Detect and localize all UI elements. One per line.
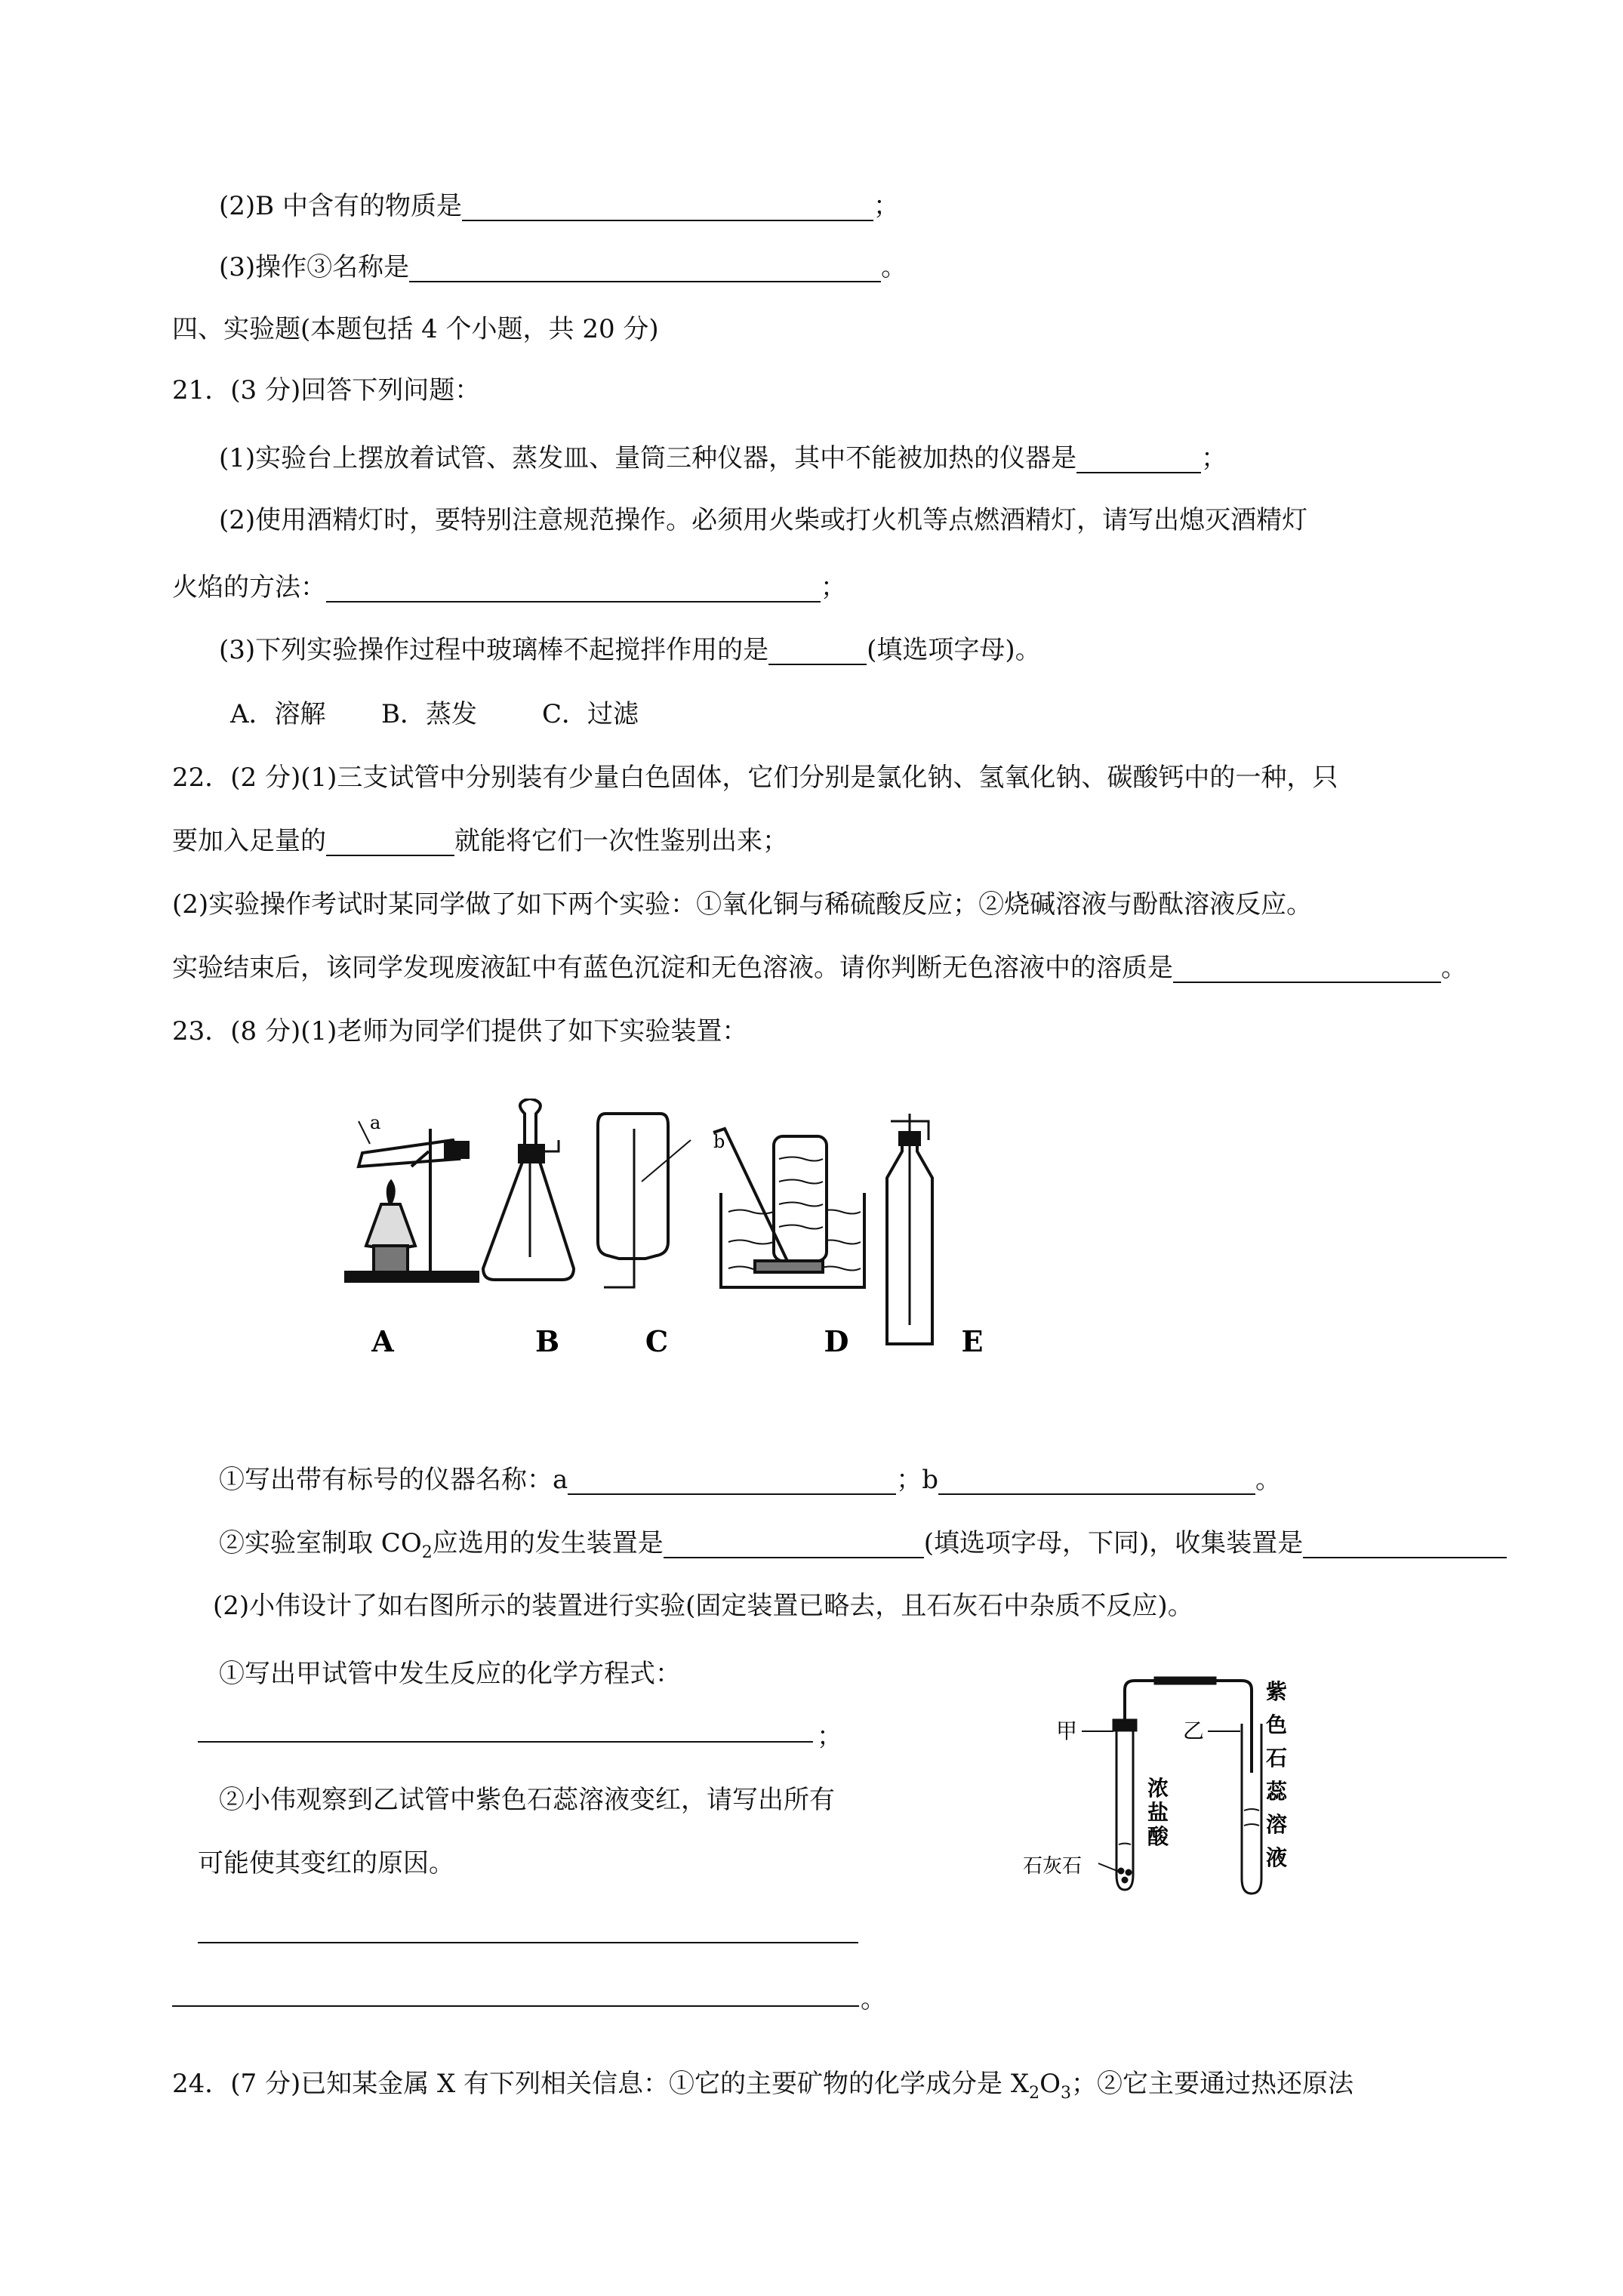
q22-line4: 实验结束后，该同学发现废液缸中有蓝色沉淀和无色溶液。请你判断无色溶液中的溶质是 。 xyxy=(172,953,1467,983)
q21-option-b: B．蒸发 xyxy=(381,699,477,729)
q23-item2: ②实验室制取 $CO_2$应选用的发生装置是 (填选项字母，下同)，收集装置是 xyxy=(219,1528,1507,1558)
q22-line1: 22．(2 分)(1)三支试管中分别装有少量白色固体，它们分别是氯化钠、氢氧化钠、碳酸钙中的一种，只 xyxy=(172,763,1338,793)
answer-blank-q23-col[interactable] xyxy=(1303,1533,1507,1558)
label-litmus-4: 蕊 xyxy=(1266,1779,1288,1804)
q23-stem: 23．(8 分)(1)老师为同学们提供了如下实验装置： xyxy=(172,1016,748,1046)
q21-stem: 21．(3 分)回答下列问题： xyxy=(172,375,481,405)
answer-blank-q20-2[interactable] xyxy=(462,196,873,221)
label-hcl-1: 浓 xyxy=(1147,1776,1169,1801)
label-jia: 甲 xyxy=(1056,1718,1078,1743)
q23-part2-item2-line1: ②小伟观察到乙试管中紫色石蕊溶液变红，请写出所有 xyxy=(219,1785,835,1815)
q22-line3: (2)实验操作考试时某同学做了如下两个实验：①氧化铜与稀硫酸反应；②烧碱溶液与酚酞溶液反应。 xyxy=(172,889,1313,920)
label-litmus-1: 紫 xyxy=(1266,1679,1288,1704)
label-litmus-5: 溶 xyxy=(1266,1812,1288,1837)
q21-part2-line1: (2)使用酒精灯时，要特别注意规范操作。必须用火柴或打火机等点燃酒精灯，请写出熄灭酒精灯 xyxy=(219,505,1308,535)
answer-line-equation[interactable] xyxy=(198,1741,813,1743)
label-limestone: 石灰石 xyxy=(1023,1855,1083,1878)
reason-line-end: 。 xyxy=(861,1984,886,2014)
answer-blank-q20-3[interactable] xyxy=(409,257,881,282)
apparatus-figure xyxy=(332,1099,1027,1363)
q21-option-a: A．溶解 xyxy=(230,699,326,729)
answer-line-reason-1[interactable] xyxy=(198,1942,858,1943)
q21-option-c: C．过滤 xyxy=(542,699,639,729)
answer-blank-q21-3[interactable] xyxy=(768,639,867,665)
q21-part1: (1)实验台上摆放着试管、蒸发皿、量筒三种仪器，其中不能被加热的仪器是 ； xyxy=(219,443,1227,473)
equation-line-end: ； xyxy=(817,1721,842,1752)
answer-blank-q21-2[interactable] xyxy=(326,577,821,603)
label-hcl-3: 酸 xyxy=(1147,1824,1169,1849)
label-litmus-6: 液 xyxy=(1266,1845,1288,1870)
answer-blank-q23-a[interactable] xyxy=(568,1469,896,1495)
callout-b: b xyxy=(713,1131,725,1152)
limestone-hcl-figure xyxy=(1023,1675,1325,1901)
label-litmus-2: 色 xyxy=(1266,1712,1288,1737)
section-heading: 四、实验题(本题包括 4 个小题，共 20 分) xyxy=(172,314,659,344)
figure-label-e: E xyxy=(961,1324,984,1358)
label-yi: 乙 xyxy=(1183,1718,1205,1743)
q23-part2: (2)小伟设计了如右图所示的装置进行实验(固定装置已略去，且石灰石中杂质不反应)。 xyxy=(213,1591,1193,1621)
q23-part2-item2-line2: 可能使其变红的原因。 xyxy=(198,1848,454,1878)
callout-a: a xyxy=(370,1112,381,1133)
answer-blank-q23-gen[interactable] xyxy=(664,1533,924,1558)
answer-blank-q23-b[interactable] xyxy=(938,1469,1255,1495)
figure-label-c: C xyxy=(645,1324,669,1358)
figure-label-d: D xyxy=(824,1324,849,1358)
q24-line1: 24．(7 分)已知某金属 X 有下列相关信息：①它的主要矿物的化学成分是 $X_2O_3$；②它主要通过热还原法 xyxy=(172,2069,1354,2103)
figure-label-b: B xyxy=(534,1324,560,1358)
q21-part3: (3)下列实验操作过程中玻璃棒不起搅拌作用的是 (填选项字母)。 xyxy=(219,635,1041,665)
q21-part2-line2: 火焰的方法： ； xyxy=(172,572,846,603)
answer-line-reason-2[interactable] xyxy=(172,2005,859,2007)
figure-label-a: A xyxy=(371,1324,394,1358)
answer-blank-q22-2[interactable] xyxy=(1173,957,1441,983)
label-litmus-3: 石 xyxy=(1266,1746,1288,1771)
q23-item1: ①写出带有标号的仪器名称：a ；b 。 xyxy=(219,1465,1282,1495)
q22-line2: 要加入足量的 就能将它们一次性鉴别出来； xyxy=(172,826,788,856)
q20-part2: (2)B 中含有的物质是 ； xyxy=(219,191,899,221)
q20-part3: (3)操作③名称是 。 xyxy=(219,252,907,282)
answer-blank-q21-1[interactable] xyxy=(1076,448,1201,473)
label-hcl-2: 盐 xyxy=(1147,1800,1169,1825)
answer-blank-q22-1[interactable] xyxy=(326,831,454,856)
q23-part2-item1: ①写出甲试管中发生反应的化学方程式： xyxy=(219,1659,681,1689)
